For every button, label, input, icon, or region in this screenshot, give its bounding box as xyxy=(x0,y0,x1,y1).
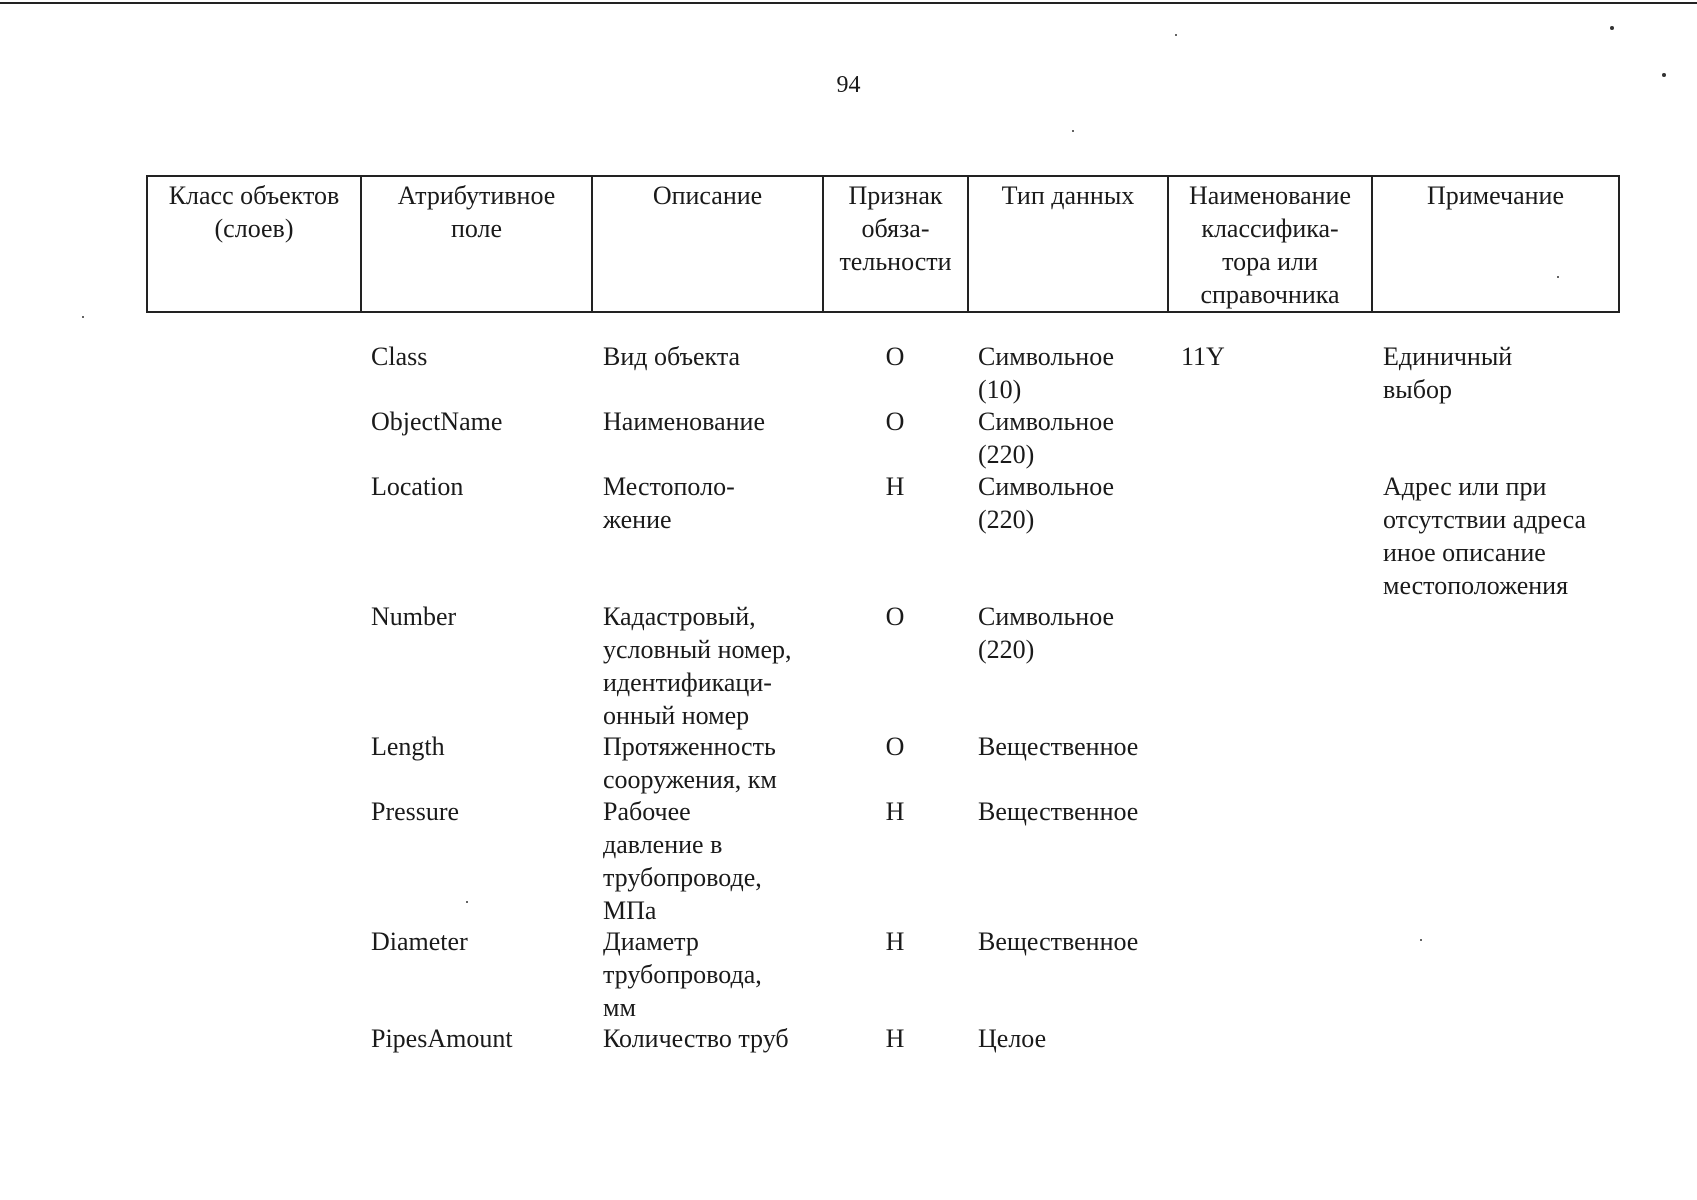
row-field: Diameter xyxy=(371,927,468,956)
row-required: Н xyxy=(885,1024,905,1053)
row-required: Н xyxy=(885,472,905,501)
row-field: Number xyxy=(371,602,457,631)
header-data-type: Тип данных xyxy=(968,176,1168,312)
header-classifier-name: Наименование классифика- тора или справочника xyxy=(1168,176,1372,312)
row-required: О xyxy=(885,342,905,371)
row-required: О xyxy=(885,732,905,761)
row-note: Адрес или при отсутствии адреса иное описание местоположения xyxy=(1383,472,1587,600)
row-field: Class xyxy=(371,342,428,371)
row-required: Н xyxy=(885,927,905,956)
row-description: Рабочее давление в трубопроводе, МПа xyxy=(603,797,762,925)
row-description: Местополо- жение xyxy=(603,472,735,534)
row-field: ObjectName xyxy=(371,407,503,436)
row-field: Length xyxy=(371,732,445,761)
row-field: Pressure xyxy=(371,797,460,826)
row-type: Вещественное xyxy=(978,927,1139,956)
row-required: О xyxy=(885,407,905,436)
row-type: Символьное (220) xyxy=(978,407,1115,469)
row-classifier: 11Y xyxy=(1181,342,1225,371)
header-note: Примечание xyxy=(1372,176,1619,312)
header-description: Описание xyxy=(592,176,823,312)
row-required: О xyxy=(885,602,905,631)
row-required: Н xyxy=(885,797,905,826)
row-type: Символьное (220) xyxy=(978,602,1115,664)
row-type: Символьное (10) xyxy=(978,342,1115,404)
row-description: Количество труб xyxy=(603,1024,789,1053)
row-note: Единичный выбор xyxy=(1383,342,1513,404)
row-type: Вещественное xyxy=(978,732,1139,761)
row-description: Вид объекта xyxy=(603,342,741,371)
header-attribute-field: Атрибутивное поле xyxy=(361,176,592,312)
row-type: Символьное (220) xyxy=(978,472,1115,534)
row-description: Диаметр трубопровода, мм xyxy=(603,927,762,1022)
row-field: Location xyxy=(371,472,464,501)
row-type: Вещественное xyxy=(978,797,1139,826)
page-number: 94 xyxy=(836,72,861,98)
row-description: Кадастровый, условный номер, идентификаци- онный номер xyxy=(603,602,792,730)
header-object-class: Класс объектов (слоев) xyxy=(147,176,361,312)
header-required-flag: Признак обяза- тельности xyxy=(823,176,968,312)
row-type: Целое xyxy=(978,1024,1047,1053)
row-description: Наименование xyxy=(603,407,765,436)
row-field: PipesAmount xyxy=(371,1024,513,1053)
row-description: Протяженность сооружения, км xyxy=(603,732,777,794)
